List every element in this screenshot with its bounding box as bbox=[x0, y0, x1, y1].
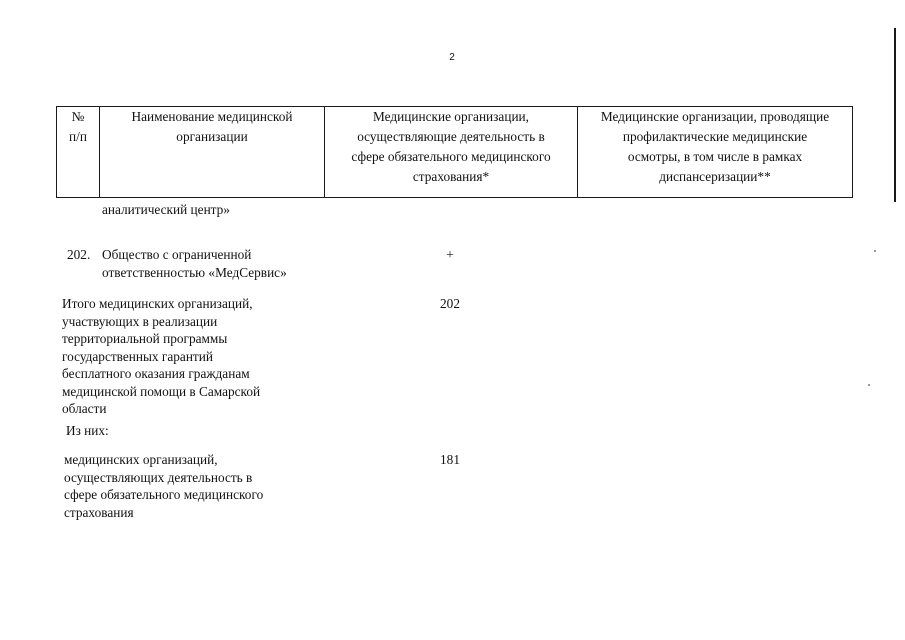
oms-total-label: медицинских организаций, осуществляющих деятельность в сфере обязательного медицинского страхования bbox=[64, 452, 264, 520]
total-label: Итого медицинских организаций, участвующих в реализации территориальной программы государственных гарантий бесплатного оказания гражданам медицинской помощи в Самарской области bbox=[62, 296, 261, 416]
table-header-row bbox=[57, 107, 853, 198]
row-oms-mark: + bbox=[446, 247, 454, 262]
total-value: 202 bbox=[440, 296, 460, 311]
row-organization-name: Общество с ограниченной ответственностью «МедСервис» bbox=[102, 247, 287, 280]
scan-edge-mark bbox=[894, 28, 896, 202]
scan-speck bbox=[868, 384, 870, 386]
page-number: 2 bbox=[449, 52, 455, 63]
row-number: 202. bbox=[67, 247, 91, 262]
column-header-preventive-exam-organizations: Медицинские организации, проводящие профилактические медицинские осмотры, в том числе в рамках диспансеризации** bbox=[578, 107, 853, 198]
column-header-organization-name: Наименование медицинской организации bbox=[100, 107, 325, 198]
scan-speck bbox=[874, 250, 876, 252]
column-header-number: № п/п bbox=[57, 107, 100, 198]
organizations-table-header bbox=[56, 106, 853, 198]
column-header-oms-organizations: Медицинские организации, осуществляющие деятельность в сфере обязательного медицинского страхования* bbox=[325, 107, 578, 198]
of-them-label: Из них: bbox=[66, 423, 109, 438]
row-name-continued: аналитический центр» bbox=[102, 202, 230, 217]
oms-total-value: 181 bbox=[440, 452, 460, 467]
